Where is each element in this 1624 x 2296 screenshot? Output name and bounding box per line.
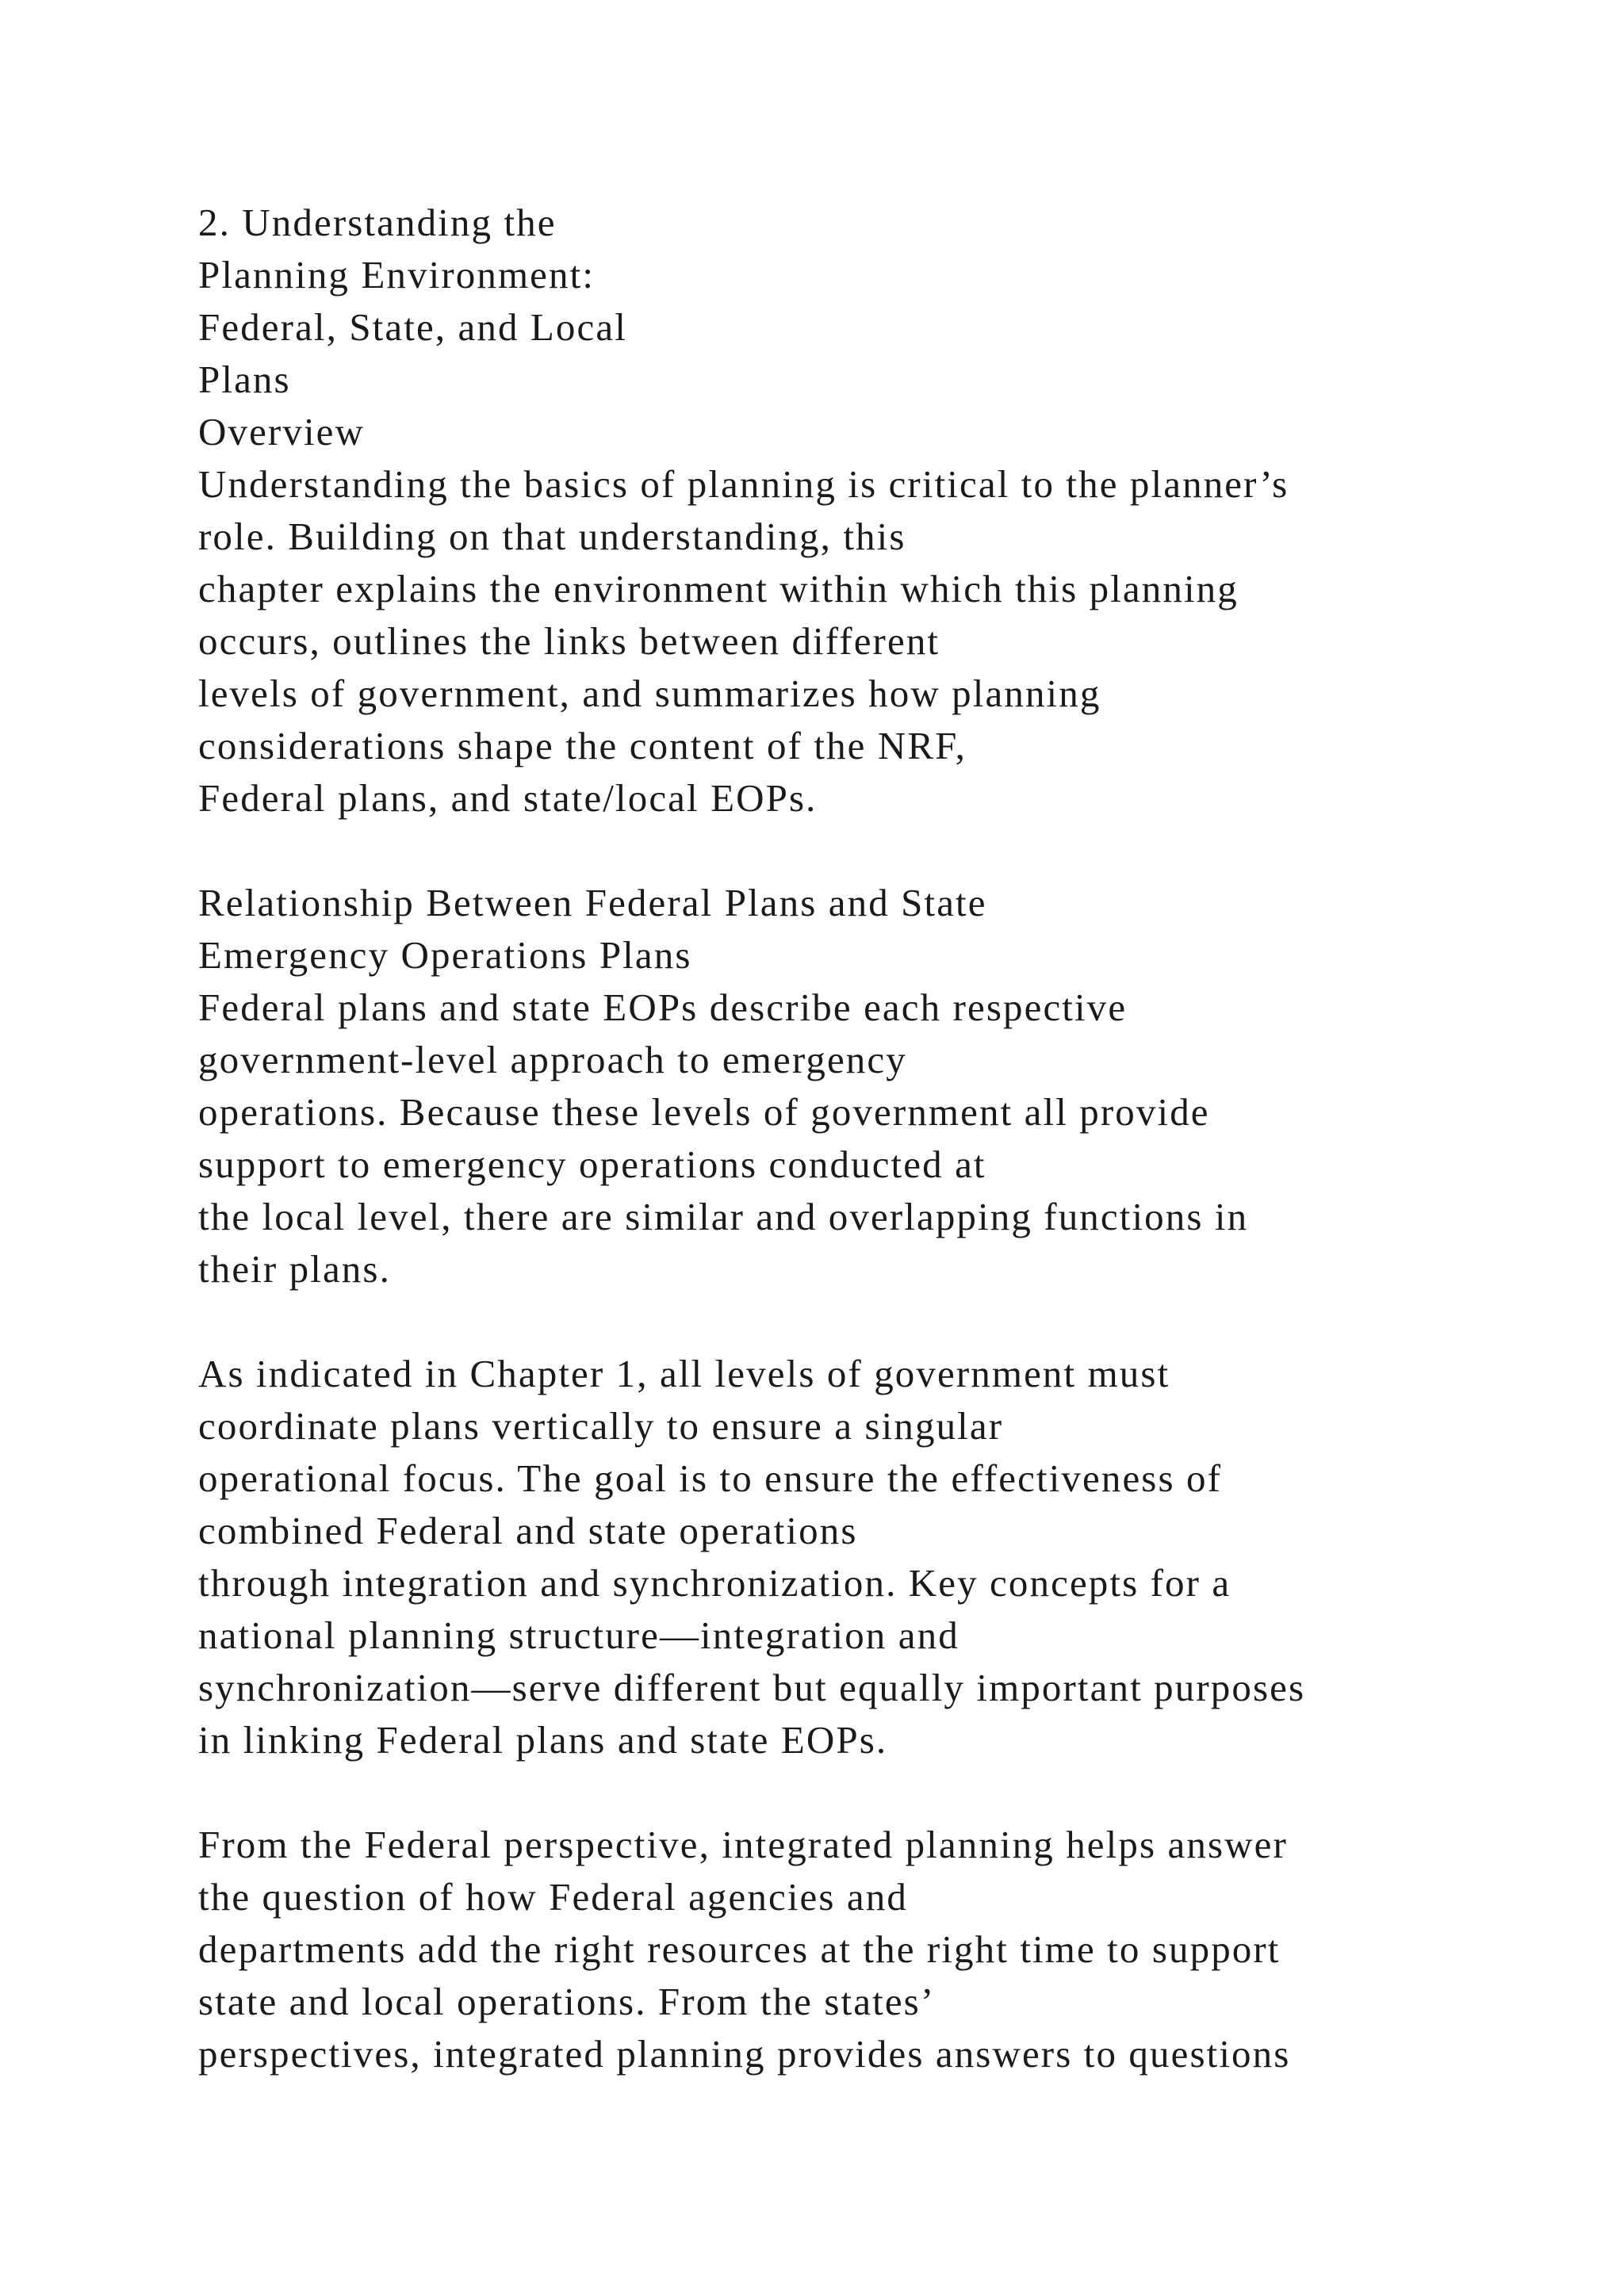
section-heading-line: Emergency Operations Plans — [198, 933, 692, 977]
paragraph-line: occurs, outlines the links between different — [198, 619, 940, 663]
paragraph-line: considerations shape the content of the NRF, — [198, 724, 967, 767]
heading-line: 2. Understanding the — [198, 201, 557, 244]
paragraph-line: combined Federal and state operations — [198, 1509, 858, 1552]
paragraph-line: Federal plans and state EOPs describe each respective — [198, 985, 1128, 1029]
paragraph-line: support to emergency operations conducted at — [198, 1142, 986, 1186]
paragraph — [198, 1819, 1507, 2080]
paragraph-line: their plans. — [198, 1247, 391, 1291]
paragraph-line: Federal plans, and state/local EOPs. — [198, 776, 818, 820]
paragraph-line: operational focus. The goal is to ensure the effectiveness of — [198, 1456, 1223, 1500]
paragraph — [198, 1348, 1507, 1766]
document-body — [198, 197, 1507, 2080]
paragraph-line: departments add the right resources at the right time to support — [198, 1927, 1281, 1971]
paragraph-line: synchronization—serve different but equally important purposes — [198, 1666, 1306, 1709]
paragraph — [198, 877, 1507, 1295]
paragraph-line: state and local operations. From the states’ — [198, 1980, 936, 2023]
heading-block — [198, 197, 1507, 458]
paragraph-spacer — [198, 1766, 1507, 1819]
paragraph-spacer — [198, 1295, 1507, 1348]
paragraph-spacer — [198, 825, 1507, 877]
paragraph-line: national planning structure—integration and — [198, 1613, 959, 1657]
paragraph-line: As indicated in Chapter 1, all levels of government must — [198, 1352, 1170, 1395]
heading-line: Federal, State, and Local — [198, 305, 627, 349]
paragraph-line: perspectives, integrated planning provides answers to questions — [198, 2032, 1291, 2076]
paragraph-line: From the Federal perspective, integrated planning helps answer — [198, 1823, 1288, 1866]
paragraph — [198, 458, 1507, 825]
section-label-overview: Overview — [198, 410, 366, 453]
paragraph-line: the question of how Federal agencies and — [198, 1875, 908, 1919]
section-heading-line: Relationship Between Federal Plans and State — [198, 881, 987, 924]
paragraph-line: in linking Federal plans and state EOPs. — [198, 1718, 888, 1762]
paragraph-line: government-level approach to emergency — [198, 1038, 907, 1081]
heading-line: Planning Environment: — [198, 253, 596, 297]
paragraph-line: chapter explains the environment within which this planning — [198, 567, 1239, 610]
paragraph-line: the local level, there are similar and overlapping functions in — [198, 1195, 1249, 1238]
paragraph-line: coordinate plans vertically to ensure a singular — [198, 1404, 1004, 1448]
heading-line: Plans — [198, 358, 291, 401]
paragraph-line: levels of government, and summarizes how planning — [198, 672, 1101, 715]
paragraph-line: Understanding the basics of planning is critical to the planner’s — [198, 462, 1289, 506]
paragraph-line: through integration and synchronization. Key concepts for a — [198, 1561, 1231, 1605]
paragraph-line: operations. Because these levels of government all provide — [198, 1090, 1210, 1134]
paragraph-line: role. Building on that understanding, this — [198, 515, 906, 558]
